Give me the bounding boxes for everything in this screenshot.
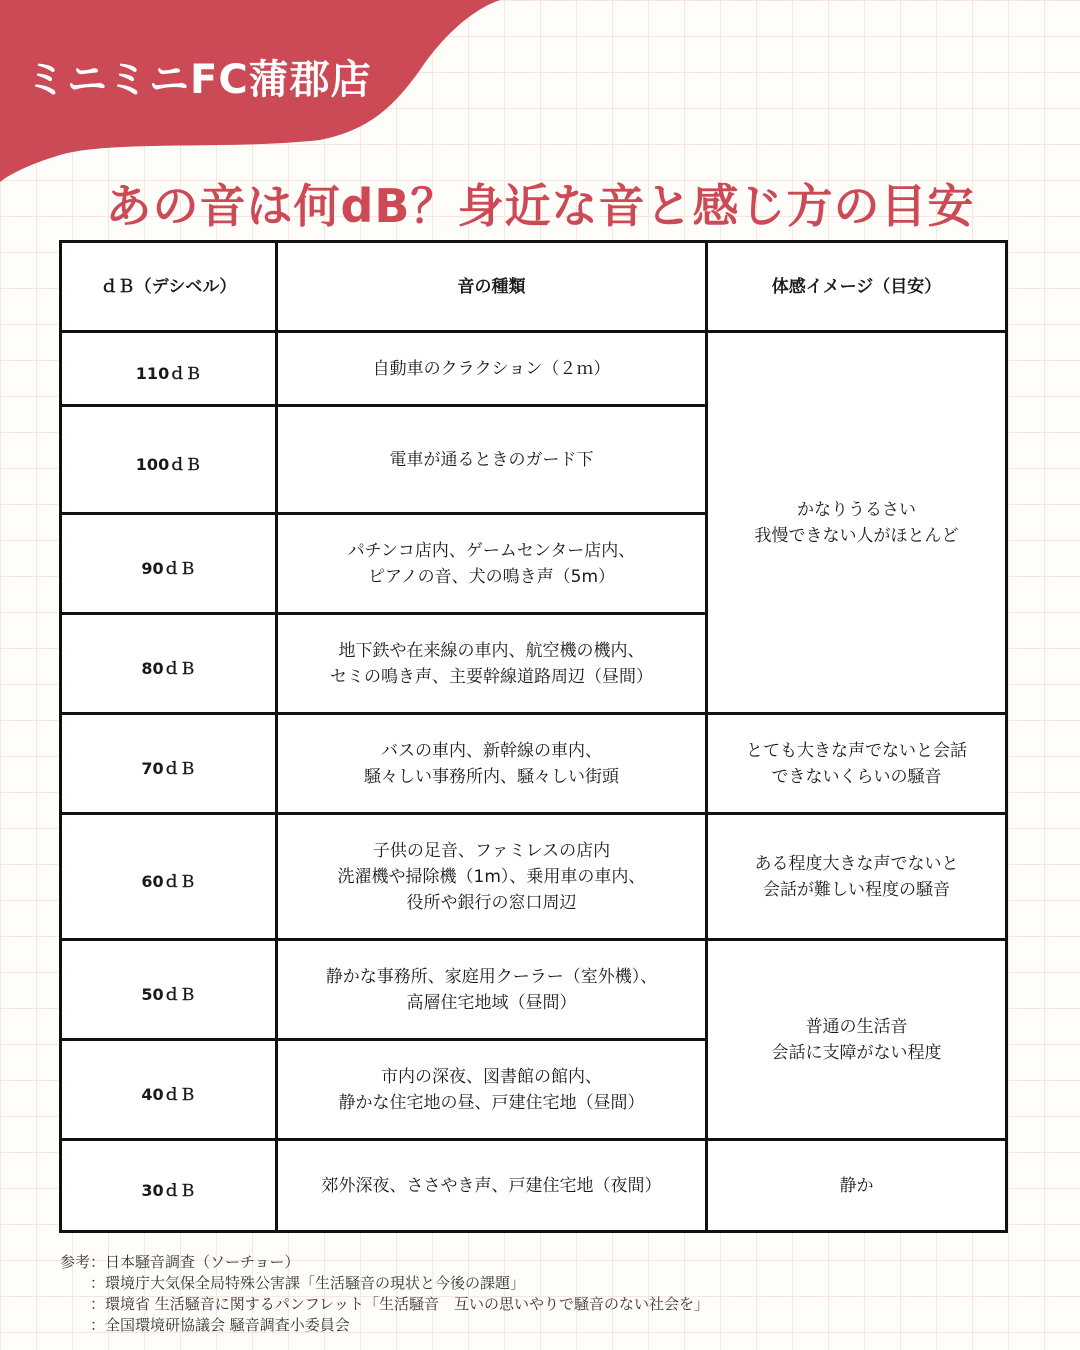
table-row bbox=[61, 714, 1007, 814]
header-feeling: 体感イメージ（目安） bbox=[707, 242, 1007, 332]
level-cell: 60ｄＢ bbox=[61, 814, 277, 940]
page-title: あの音は何dB？身近な音と感じ方の目安 bbox=[105, 179, 975, 233]
sound-cell: 市内の深夜、図書館の館内、 静かな住宅地の昼、戸建住宅地（昼間） bbox=[277, 1040, 707, 1140]
reference-line: ：環境庁大気保全局特殊公害課「生活騒音の現状と今後の課題」 bbox=[60, 1274, 526, 1292]
sound-cell: バスの車内、新幹線の車内、 騒々しい事務所内、騒々しい街頭 bbox=[277, 714, 707, 814]
feeling-cell: とても大きな声でないと会話 できないくらいの騒音 bbox=[707, 714, 1007, 814]
header-sound-type: 音の種類 bbox=[277, 242, 707, 332]
reference-line: 参考：日本騒音調査（ソーチョー） bbox=[60, 1253, 300, 1271]
sound-cell: 子供の足音、ファミレスの店内 洗濯機や掃除機（1m）、乗用車の車内、 役所や銀行の窓口周辺 bbox=[277, 814, 707, 940]
sound-cell: 郊外深夜、ささやき声、戸建住宅地（夜間） bbox=[277, 1140, 707, 1232]
level-cell: 80ｄＢ bbox=[61, 614, 277, 714]
table-row bbox=[61, 814, 1007, 940]
sound-cell: 電車が通るときのガード下 bbox=[277, 406, 707, 514]
table-row bbox=[61, 1140, 1007, 1232]
feeling-cell: ある程度大きな声でないと 会話が難しい程度の騒音 bbox=[707, 814, 1007, 940]
header-decibel: ｄＢ（デシベル） bbox=[61, 242, 277, 332]
level-cell: 40ｄＢ bbox=[61, 1040, 277, 1140]
brand-name: ミニミニFC蒲郡店 bbox=[26, 57, 372, 103]
decibel-table bbox=[59, 240, 1008, 1233]
level-cell: 50ｄＢ bbox=[61, 940, 277, 1040]
feeling-cell: 静か bbox=[707, 1140, 1007, 1232]
feeling-cell: かなりうるさい 我慢できない人がほとんど bbox=[707, 332, 1007, 714]
feeling-cell: 普通の生活音 会話に支障がない程度 bbox=[707, 940, 1007, 1140]
table-header-row bbox=[61, 242, 1007, 332]
reference-line: ：環境省 生活騒音に関するパンフレット「生活騒音 互いの思いやりで騒音のない社会を」 bbox=[60, 1295, 710, 1313]
level-cell: 110ｄＢ bbox=[61, 332, 277, 406]
sound-cell: 自動車のクラクション（２ｍ） bbox=[277, 332, 707, 406]
level-cell: 90ｄＢ bbox=[61, 514, 277, 614]
table-row bbox=[61, 332, 1007, 406]
table-row bbox=[61, 940, 1007, 1040]
sound-cell: 地下鉄や在来線の車内、航空機の機内、 セミの鳴き声、主要幹線道路周辺（昼間） bbox=[277, 614, 707, 714]
level-cell: 70ｄＢ bbox=[61, 714, 277, 814]
references bbox=[60, 1252, 709, 1336]
reference-line: ：全国環境研協議会 騒音調査小委員会 bbox=[60, 1316, 350, 1334]
sound-cell: 静かな事務所、家庭用クーラー（室外機）、 高層住宅地域（昼間） bbox=[277, 940, 707, 1040]
level-cell: 100ｄＢ bbox=[61, 406, 277, 514]
sound-cell: パチンコ店内、ゲームセンター店内、 ピアノの音、犬の鳴き声（5m） bbox=[277, 514, 707, 614]
level-cell: 30ｄＢ bbox=[61, 1140, 277, 1232]
